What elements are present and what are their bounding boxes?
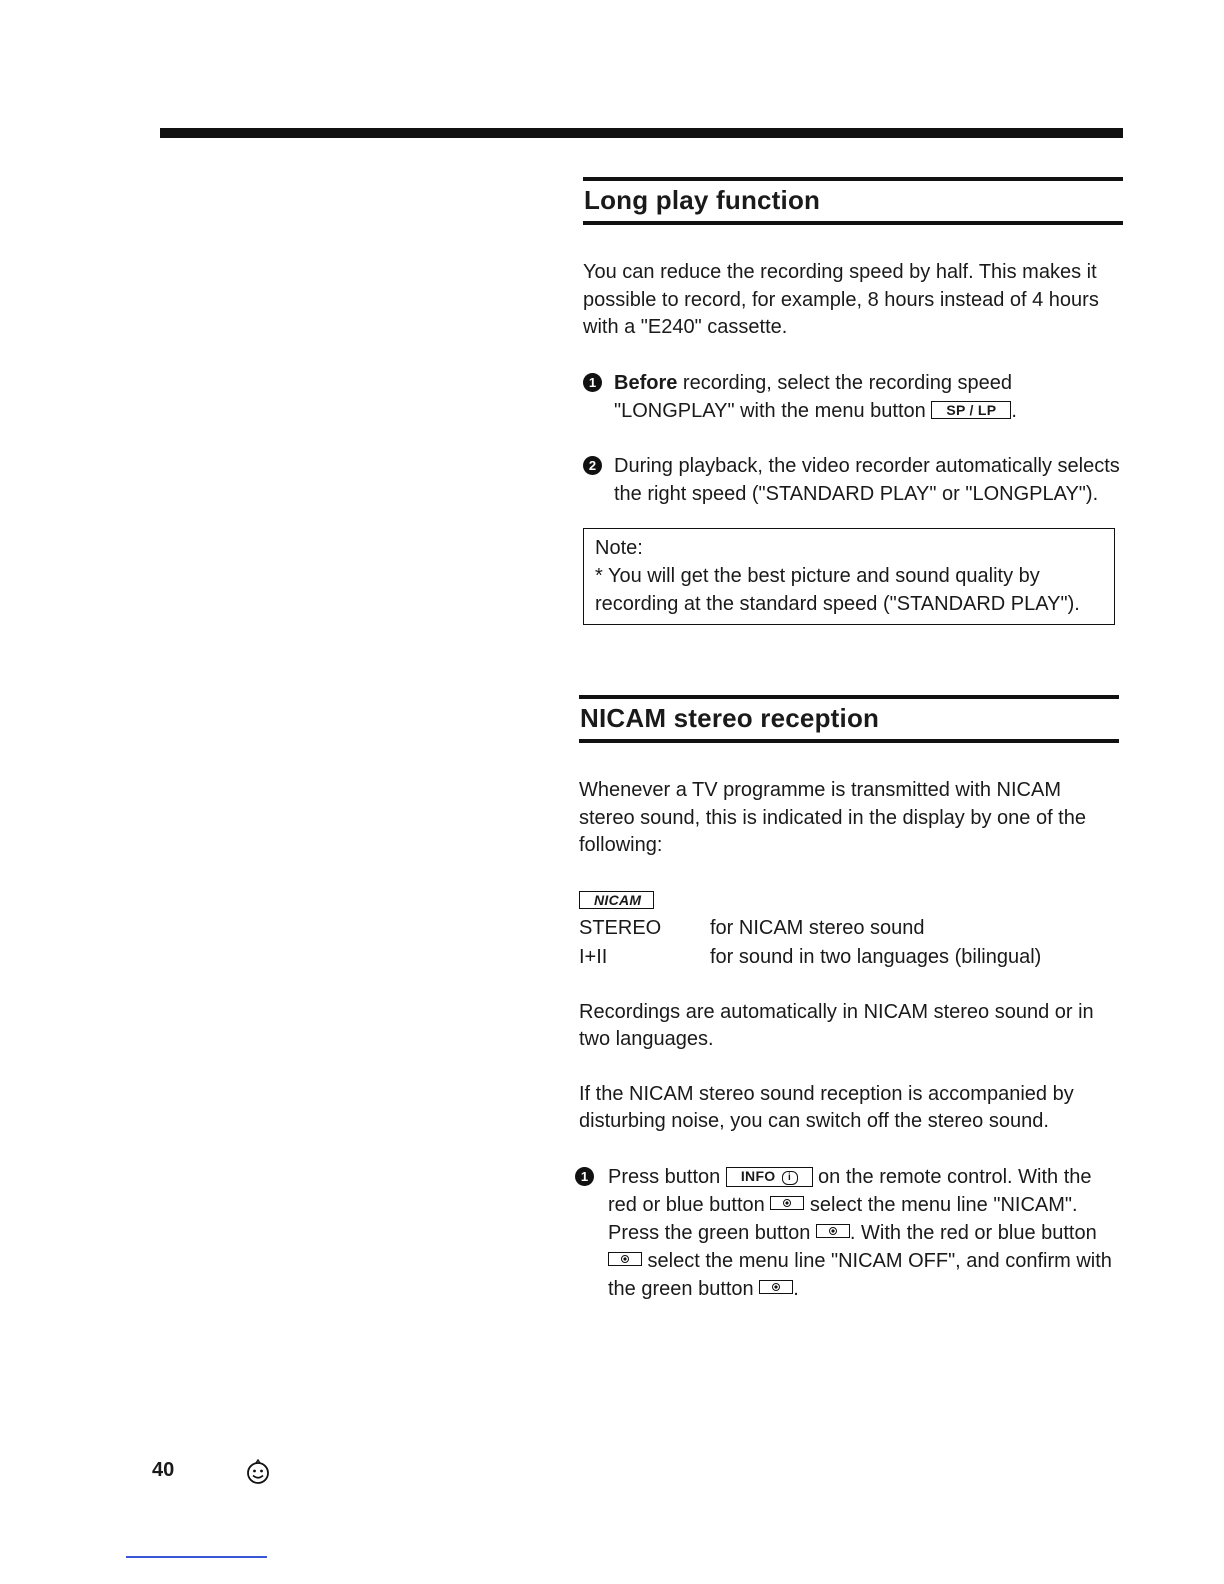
intro-paragraph: Whenever a TV programme is transmitted with NICAM stereo sound, this is indicated in the display by one of the following: <box>579 779 1086 856</box>
smiley-face-icon <box>243 1457 273 1487</box>
note-text: * You will get the best picture and sound quality by recording at the standard speed ("STANDARD PLAY"). <box>595 564 1080 615</box>
nicam-section <box>579 695 1119 1303</box>
nicam-table <box>579 914 1119 972</box>
nicam-display-key: NICAM <box>579 891 654 909</box>
paragraph: If the NICAM stereo sound reception is accompanied by disturbing noise, you can switch off the stereo sound. <box>579 1082 1074 1132</box>
step-1 <box>583 369 1124 425</box>
sp-lp-button: SP / LP <box>931 401 1011 419</box>
row-desc: for NICAM stereo sound <box>710 916 925 939</box>
step-number-icon: 1 <box>583 373 602 392</box>
nicam-display-indicator <box>579 891 1119 912</box>
section-rule <box>579 739 1119 743</box>
step-number-icon: 1 <box>575 1167 594 1186</box>
row-label: I+II <box>579 945 608 968</box>
step-text: on the remote control. With the red or blue button <box>608 1165 1092 1216</box>
note-box <box>583 528 1115 625</box>
section-title: Long play function <box>584 185 821 215</box>
step-text: . <box>793 1277 799 1300</box>
step-text: recording, select the recording speed "LONGPLAY" with the menu button <box>614 371 1012 422</box>
step-1 <box>575 1163 1118 1303</box>
dot-button-icon <box>770 1196 804 1210</box>
table-row <box>579 943 1119 972</box>
step-text: select the menu line "NICAM". Press the green button <box>608 1193 1078 1244</box>
long-play-section <box>583 177 1123 625</box>
step-number-icon: 2 <box>583 456 602 475</box>
paragraph: Recordings are automatically in NICAM stereo sound or in two languages. <box>579 1000 1094 1050</box>
page-number: 40 <box>152 1459 175 1481</box>
section-title: NICAM stereo reception <box>580 703 880 733</box>
info-button <box>726 1167 813 1187</box>
bottom-line <box>126 1556 267 1558</box>
dot-button-icon <box>816 1224 850 1238</box>
row-desc: for sound in two languages (bilingual) <box>710 945 1042 968</box>
step-bold: Before <box>614 371 678 394</box>
section-rule <box>583 221 1123 225</box>
info-key-label: INFO <box>740 1167 776 1184</box>
table-row <box>579 914 1119 943</box>
row-label: STEREO <box>579 916 662 939</box>
step-text: . <box>1011 399 1017 422</box>
intro-paragraph: You can reduce the recording speed by half. This makes it possible to record, for example, 8 hours instead of 4 hours with a "E240" cassette. <box>583 261 1099 338</box>
info-icon: i <box>782 1171 798 1185</box>
step-text: . With the red or blue button <box>849 1221 1097 1244</box>
step-text: During playback, the video recorder automatically selects the right speed ("STANDARD PLAY" or "LONGPLAY"). <box>614 454 1120 505</box>
dot-button-icon <box>608 1252 642 1266</box>
top-rule <box>160 128 1123 138</box>
step-text: Press button <box>608 1165 726 1188</box>
step-2 <box>583 452 1124 508</box>
dot-button-icon <box>759 1280 793 1294</box>
note-label: Note: <box>595 536 643 559</box>
step-text: select the menu line "NICAM OFF", and confirm with the green button <box>608 1249 1112 1300</box>
